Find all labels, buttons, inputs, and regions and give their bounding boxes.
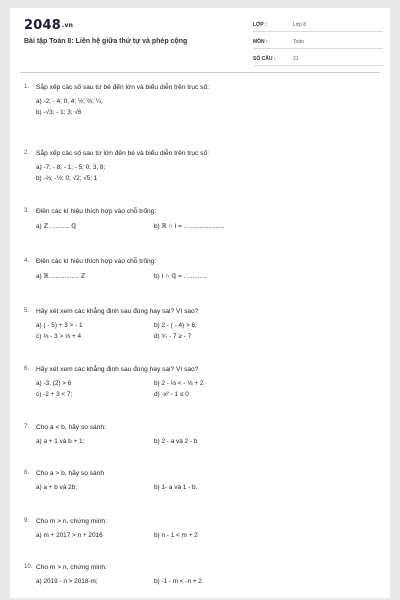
question-text: Cho a < b, hãy so sánh:	[36, 424, 106, 431]
question-text: Hãy xét xem các khẳng định sau đúng hay sai? Vì sao?	[36, 308, 199, 315]
question-part: b) -√3; - 1; 3; √6	[36, 109, 82, 116]
meta-subject-row	[253, 35, 383, 49]
question-heading	[24, 518, 384, 528]
question-heading	[24, 208, 384, 218]
question-heading	[24, 564, 384, 574]
question-part: a) a + b và 2b;	[36, 484, 78, 491]
question-parts	[36, 321, 384, 343]
question-text: Hãy xét xem các khẳng định sau đúng hay sai? Vì sao?	[36, 366, 199, 373]
question-item	[24, 424, 384, 448]
question-parts	[36, 97, 384, 119]
question-text: Cho m > n, chứng minh:	[36, 518, 107, 525]
question-part-row	[36, 321, 384, 332]
question-part: b) 2 - ⅓ < - ⅓ + 2	[154, 380, 204, 387]
worksheet-page	[10, 8, 390, 598]
question-part: a) -7; - 8; - 1; - 5; 0, 3, 8;	[36, 164, 106, 171]
meta-label: MÔN :	[253, 39, 268, 45]
question-heading	[24, 308, 384, 318]
question-part: c) -2 + 3 < 7;	[36, 391, 73, 398]
meta-block	[253, 18, 383, 69]
question-text: Sắp xếp các số sau từ bé đến lớn và biểu diễn trên trục số:	[36, 84, 209, 91]
question-item	[24, 150, 384, 185]
question-part-row	[36, 390, 384, 401]
question-heading	[24, 258, 384, 268]
question-heading	[24, 150, 384, 160]
question-parts	[36, 271, 384, 282]
question-number: 10.	[24, 564, 33, 570]
question-part: a) -3. (2) > 6	[36, 380, 72, 387]
meta-value: Lớp 8	[293, 22, 307, 28]
site-logo[interactable]	[24, 18, 73, 33]
question-item	[24, 308, 384, 343]
question-number: 7.	[24, 424, 30, 430]
question-part-row	[36, 483, 384, 494]
question-part-row	[36, 174, 384, 185]
question-part-row	[36, 531, 384, 542]
meta-label: LỚP :	[253, 22, 267, 28]
question-part-row	[36, 221, 384, 232]
question-part: a) m + 2017 > n + 2016	[36, 532, 103, 539]
question-heading	[24, 84, 384, 94]
question-number: 1.	[24, 84, 30, 90]
question-part: b) 2 - ( - 4) > 6;	[154, 322, 197, 329]
question-part: b) ℝ ∩ I = . .....................	[154, 223, 225, 230]
question-part: a) -2; - 4; 0, 4; ½; ⅔; ¼;	[36, 98, 103, 105]
question-text: Điền các kí hiệu thích hợp vào chỗ trống:	[36, 208, 157, 215]
question-heading	[24, 470, 384, 480]
question-part: a) ℝ. ............... ℤ	[36, 273, 86, 280]
question-number: 9.	[24, 518, 30, 524]
question-part: b) I ∩ ℚ = . ...........	[154, 273, 207, 280]
question-parts	[36, 531, 384, 542]
question-item	[24, 208, 384, 232]
question-part: a) a + 1 và b + 1;	[36, 438, 85, 445]
question-part: b) 1- a và 1 - b.	[154, 484, 198, 491]
question-heading	[24, 366, 384, 376]
question-part-row	[36, 577, 384, 588]
question-parts	[36, 163, 384, 185]
meta-value: Toán	[293, 39, 304, 45]
question-number: 3.	[24, 208, 30, 214]
question-part: d) -x² - 1 ≤ 0	[154, 391, 189, 398]
question-part: b) n - 1 < m + 2	[154, 532, 198, 539]
question-part: a) ℤ . ......... ℚ	[36, 223, 77, 230]
meta-label: SỐ CÂU :	[253, 56, 276, 62]
question-item	[24, 366, 384, 401]
question-text: Cho a > b, hãy so sánh	[36, 470, 104, 477]
question-heading	[24, 424, 384, 434]
question-item	[24, 84, 384, 119]
question-part-row	[36, 97, 384, 108]
question-part: b) 2 - a và 2 - b	[154, 438, 198, 445]
question-text: Sắp xếp các số sau từ lớn đến bé và biểu diễn trên trục số:	[36, 150, 209, 157]
question-part: c) ⅓ - 3 > ⅓ + 4	[36, 333, 82, 340]
meta-count-row	[253, 52, 383, 66]
question-parts	[36, 437, 384, 448]
question-number: 2.	[24, 150, 30, 156]
question-parts	[36, 379, 384, 401]
question-number: 6.	[24, 366, 30, 372]
meta-class-row	[253, 18, 383, 32]
question-number: 4.	[24, 258, 30, 264]
question-part-row	[36, 271, 384, 282]
question-part-row	[36, 379, 384, 390]
question-item	[24, 470, 384, 494]
header-divider	[20, 72, 380, 73]
question-part: a) ( - 5) + 3 > - 1	[36, 322, 83, 329]
question-number: 5.	[24, 308, 30, 314]
question-part-row	[36, 163, 384, 174]
question-item	[24, 518, 384, 542]
question-item	[24, 564, 384, 588]
logo-main: 2048	[24, 18, 61, 33]
question-part: d) ⁵⁄₇ - 7 ≥ - 7	[154, 333, 192, 340]
question-number: 8.	[24, 470, 30, 476]
logo-sub: .vn	[61, 22, 74, 29]
question-parts	[36, 483, 384, 494]
question-text: Điền các kí hiệu thích hợp vào chỗ trống:	[36, 258, 157, 265]
question-parts	[36, 221, 384, 232]
worksheet-title: Bài tập Toán 8: Liên hệ giữa thứ tự và phép cộng	[24, 38, 188, 45]
meta-value: 21	[293, 56, 299, 62]
question-part-row	[36, 437, 384, 448]
question-part-row	[36, 332, 384, 343]
question-part-row	[36, 108, 384, 119]
question-text: Cho m > n, chứng minh:	[36, 564, 107, 571]
question-part: b) -⅔; -½; 0; √2; √5; 1	[36, 175, 98, 182]
question-part: a) 2019 - n > 2018-m;	[36, 578, 98, 585]
question-item	[24, 258, 384, 282]
question-part: b) -1 - m < -n + 2.	[154, 578, 204, 585]
question-parts	[36, 577, 384, 588]
